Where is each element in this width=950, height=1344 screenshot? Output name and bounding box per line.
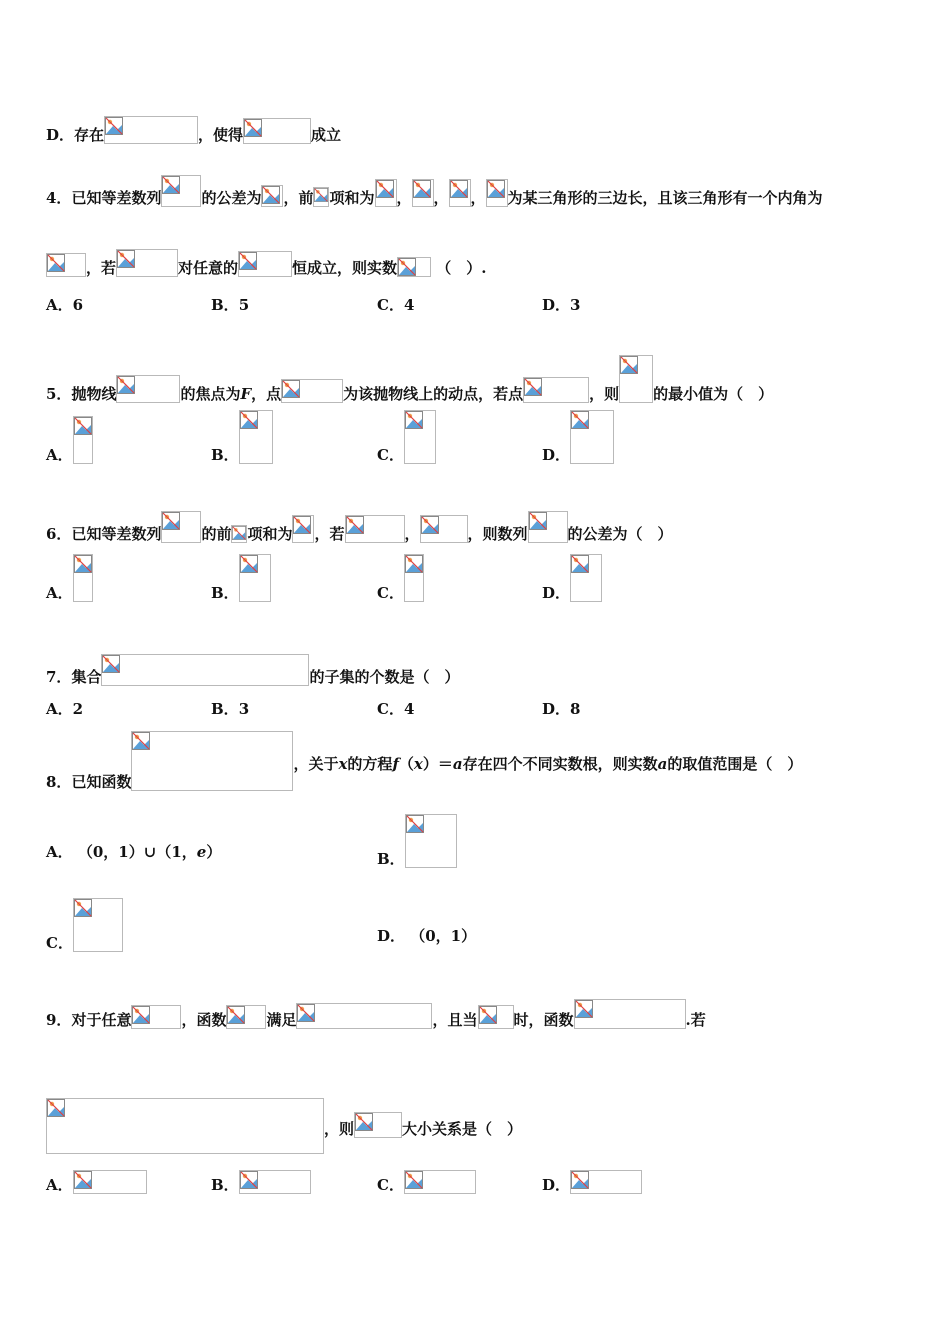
formula-image — [261, 185, 283, 207]
broken-image-icon — [117, 250, 135, 268]
option-label: C． — [46, 934, 73, 952]
broken-image-icon — [239, 252, 257, 270]
math-var: x — [413, 755, 423, 773]
math-var: f — [392, 755, 399, 773]
formula-image — [619, 355, 653, 403]
formula-image — [404, 1170, 476, 1194]
option-label: D． — [542, 700, 571, 718]
option-label: B． — [211, 446, 239, 464]
text: 的前 — [201, 525, 232, 543]
option-label: D． — [542, 446, 571, 464]
formula-image — [238, 251, 292, 277]
q4-option-b[interactable] — [211, 296, 249, 314]
formula-image — [313, 187, 329, 207]
broken-image-icon — [413, 180, 431, 198]
broken-image-icon — [227, 1006, 245, 1024]
text: 对于任意 — [71, 1011, 132, 1029]
broken-image-icon — [282, 380, 300, 398]
broken-image-icon — [479, 1006, 497, 1024]
q6-option-c[interactable] — [377, 554, 424, 602]
broken-image-icon — [571, 1171, 589, 1189]
formula-image — [404, 554, 424, 602]
text: 的子集的个数是（ ） — [309, 668, 460, 686]
formula-image — [101, 654, 309, 686]
math-var: x — [338, 755, 348, 773]
q9-line-2 — [46, 1098, 522, 1154]
option-label: C． — [377, 584, 404, 602]
text: ， — [470, 189, 486, 207]
question-number: 5． — [46, 385, 72, 403]
formula-image — [574, 999, 686, 1029]
formula-image — [449, 179, 471, 207]
broken-image-icon — [132, 1006, 150, 1024]
math-var: F — [240, 385, 252, 403]
q9-option-d[interactable] — [542, 1170, 642, 1194]
broken-image-icon — [232, 526, 246, 540]
broken-image-icon — [240, 411, 258, 429]
q4-option-c[interactable] — [377, 296, 414, 314]
option-label: C． — [377, 446, 404, 464]
option-label: B． — [377, 850, 405, 868]
option-label: D． — [542, 296, 571, 314]
q4-line-2 — [46, 249, 487, 277]
formula-image — [354, 1112, 402, 1138]
broken-image-icon — [529, 512, 547, 530]
formula-image — [46, 1098, 324, 1154]
broken-image-icon — [240, 555, 258, 573]
broken-image-icon — [405, 411, 423, 429]
broken-image-icon — [575, 1000, 593, 1018]
text: 时，函数 — [513, 1011, 574, 1029]
formula-image — [345, 515, 405, 543]
text: 满足 — [266, 1011, 297, 1029]
q6-option-a[interactable] — [46, 554, 93, 602]
math-var: e — [196, 843, 207, 861]
q4-line-1 — [46, 175, 823, 207]
text: ，且当 — [432, 1011, 478, 1029]
broken-image-icon — [571, 555, 589, 573]
option-label: C． — [377, 700, 404, 718]
q8-option-b[interactable] — [377, 814, 457, 868]
q9-option-c[interactable] — [377, 1170, 476, 1194]
formula-image — [46, 253, 86, 277]
option-value: 3 — [238, 700, 250, 718]
broken-image-icon — [162, 512, 180, 530]
text: 存在 — [74, 126, 105, 144]
question-number: 9． — [46, 1011, 72, 1029]
text: ，点 — [251, 385, 282, 403]
text: 为该抛物线上的动点，若点 — [343, 385, 524, 403]
formula-image — [104, 116, 198, 144]
text: ，若 — [314, 525, 345, 543]
broken-image-icon — [74, 555, 92, 573]
formula-image — [523, 377, 589, 403]
formula-image — [231, 525, 247, 543]
option-value: 4 — [403, 700, 415, 718]
formula-image — [570, 410, 614, 464]
option-label: D． — [542, 1176, 571, 1194]
text: 已知等差数列 — [71, 525, 162, 543]
text: 对任意的 — [178, 259, 239, 277]
text: 的方程 — [347, 755, 393, 773]
q8-option-a[interactable] — [46, 843, 221, 861]
formula-image — [226, 1005, 266, 1029]
formula-image — [73, 416, 93, 464]
text: 的焦点为 — [180, 385, 241, 403]
math-var: a — [657, 755, 668, 773]
broken-image-icon — [244, 119, 262, 137]
broken-image-icon — [398, 258, 416, 276]
text: ，函数 — [181, 1011, 227, 1029]
option-label: C． — [377, 296, 404, 314]
broken-image-icon — [102, 655, 120, 673]
formula-image — [570, 1170, 642, 1194]
formula-image — [73, 1170, 147, 1194]
text: 为某三角形的三边长，且该三角形有一个内角为 — [507, 189, 823, 207]
broken-image-icon — [74, 899, 92, 917]
text: ， — [433, 189, 449, 207]
formula-image — [375, 179, 397, 207]
q8-line — [46, 731, 802, 791]
q6-line — [46, 511, 673, 543]
option-label: A． — [46, 700, 73, 718]
broken-image-icon — [487, 180, 505, 198]
text: ，关于 — [293, 755, 339, 773]
formula-image — [478, 1005, 514, 1029]
text: ，若 — [86, 259, 117, 277]
formula-image — [570, 554, 602, 602]
text: 抛物线 — [71, 385, 117, 403]
broken-image-icon — [450, 180, 468, 198]
broken-image-icon — [524, 378, 542, 396]
broken-image-icon — [105, 117, 123, 135]
option-label: D． — [377, 927, 406, 945]
q5-option-d[interactable] — [542, 410, 614, 464]
formula-image — [405, 814, 457, 868]
q5-option-a[interactable] — [46, 416, 93, 464]
formula-image — [292, 515, 314, 543]
broken-image-icon — [47, 1099, 65, 1117]
option-label: C． — [377, 1176, 404, 1194]
text: 存在四个不同实数根，则实数 — [462, 755, 658, 773]
formula-image — [239, 554, 271, 602]
formula-image — [412, 179, 434, 207]
text: 已知函数 — [71, 773, 132, 791]
formula-image — [281, 379, 343, 403]
text: 的公差为（ ） — [567, 525, 673, 543]
text: ，则 — [324, 1120, 355, 1138]
broken-image-icon — [117, 376, 135, 394]
q4-option-a[interactable] — [46, 296, 83, 314]
broken-image-icon — [314, 188, 328, 202]
formula-image — [131, 1005, 181, 1029]
option-label: A． — [46, 584, 73, 602]
question-number: 6． — [46, 525, 72, 543]
q5-option-b[interactable] — [211, 410, 273, 464]
option-value: 4 — [403, 296, 415, 314]
broken-image-icon — [297, 1004, 315, 1022]
q6-option-b[interactable] — [211, 554, 271, 602]
formula-image — [116, 249, 178, 277]
option-label: A． — [46, 296, 73, 314]
option-label: A． — [46, 446, 73, 464]
formula-image — [239, 410, 273, 464]
math-var: a — [452, 755, 463, 773]
formula-image — [116, 375, 180, 403]
text: 的取值范围是（ ） — [667, 755, 803, 773]
broken-image-icon — [293, 516, 311, 534]
option-label: B． — [211, 296, 239, 314]
option-value: 3 — [570, 296, 581, 314]
broken-image-icon — [132, 732, 150, 750]
q6-option-d[interactable] — [542, 554, 602, 602]
broken-image-icon — [406, 815, 424, 833]
text: ， — [404, 525, 420, 543]
broken-image-icon — [405, 555, 423, 573]
q8-option-d[interactable] — [377, 927, 476, 945]
formula-image — [397, 257, 431, 277]
q5-line — [46, 355, 773, 403]
text: 项和为 — [329, 189, 375, 207]
formula-image — [161, 175, 201, 207]
formula-image — [404, 410, 436, 464]
broken-image-icon — [162, 176, 180, 194]
formula-image — [239, 1170, 311, 1194]
q7-option-b[interactable] — [211, 700, 249, 718]
q7-line — [46, 654, 459, 686]
broken-image-icon — [74, 1171, 92, 1189]
option-label: B． — [211, 1176, 239, 1194]
broken-image-icon — [355, 1113, 373, 1131]
text: ， — [396, 189, 412, 207]
broken-image-icon — [376, 180, 394, 198]
option-value: （0，1）∪（1， — [77, 843, 197, 861]
text: 集合 — [71, 668, 102, 686]
broken-image-icon — [346, 516, 364, 534]
option-label: A． — [46, 1176, 73, 1194]
option-label: D． — [46, 126, 75, 144]
q8-option-c[interactable] — [46, 898, 123, 952]
text: ，则 — [589, 385, 620, 403]
text: ，则数列 — [467, 525, 528, 543]
text: ）＝ — [422, 755, 453, 773]
formula-image — [528, 511, 568, 543]
text: 已知等差数列 — [71, 189, 162, 207]
q9-option-b[interactable] — [211, 1170, 311, 1194]
q9-line-1 — [46, 999, 706, 1029]
formula-image — [420, 515, 468, 543]
option-value: 6 — [72, 296, 84, 314]
q7-option-a[interactable] — [46, 700, 83, 718]
option-label: D． — [542, 584, 571, 602]
text: （ — [398, 755, 414, 773]
formula-image — [486, 179, 508, 207]
formula-image — [73, 898, 123, 952]
text: 大小关系是（ ） — [402, 1120, 523, 1138]
option-label: B． — [211, 584, 239, 602]
broken-image-icon — [405, 1171, 423, 1189]
text: 成立 — [311, 126, 342, 144]
q4-option-d[interactable] — [542, 296, 580, 314]
broken-image-icon — [240, 1171, 258, 1189]
broken-image-icon — [421, 516, 439, 534]
formula-image — [243, 118, 311, 144]
text: （ ）. — [436, 259, 487, 277]
option-value: 2 — [72, 700, 84, 718]
q9-option-a[interactable] — [46, 1170, 147, 1194]
text: ，前 — [283, 189, 314, 207]
text: ） — [206, 843, 222, 861]
question-number: 4． — [46, 189, 72, 207]
text: ，使得 — [198, 126, 244, 144]
question-number: 8． — [46, 773, 72, 791]
formula-image — [73, 554, 93, 602]
option-label: B． — [211, 700, 239, 718]
broken-image-icon — [74, 417, 92, 435]
formula-image — [296, 1003, 432, 1029]
text: 的公差为 — [201, 189, 262, 207]
option-value: 8 — [570, 700, 581, 718]
broken-image-icon — [262, 186, 280, 204]
formula-image — [131, 731, 293, 791]
text: 恒成立，则实数 — [292, 259, 398, 277]
q7-option-d[interactable] — [542, 700, 580, 718]
broken-image-icon — [47, 254, 65, 272]
question-number: 7． — [46, 668, 72, 686]
option-value: （0，1） — [410, 927, 477, 945]
formula-image — [161, 511, 201, 543]
q5-option-c[interactable] — [377, 410, 436, 464]
option-label: A． — [46, 843, 73, 861]
q7-option-c[interactable] — [377, 700, 414, 718]
broken-image-icon — [571, 411, 589, 429]
q3-option-d-line — [46, 116, 341, 144]
option-value: 5 — [238, 296, 250, 314]
text: 项和为 — [247, 525, 293, 543]
text: 的最小值为（ ） — [653, 385, 774, 403]
broken-image-icon — [620, 356, 638, 374]
text: .若 — [685, 1011, 706, 1029]
